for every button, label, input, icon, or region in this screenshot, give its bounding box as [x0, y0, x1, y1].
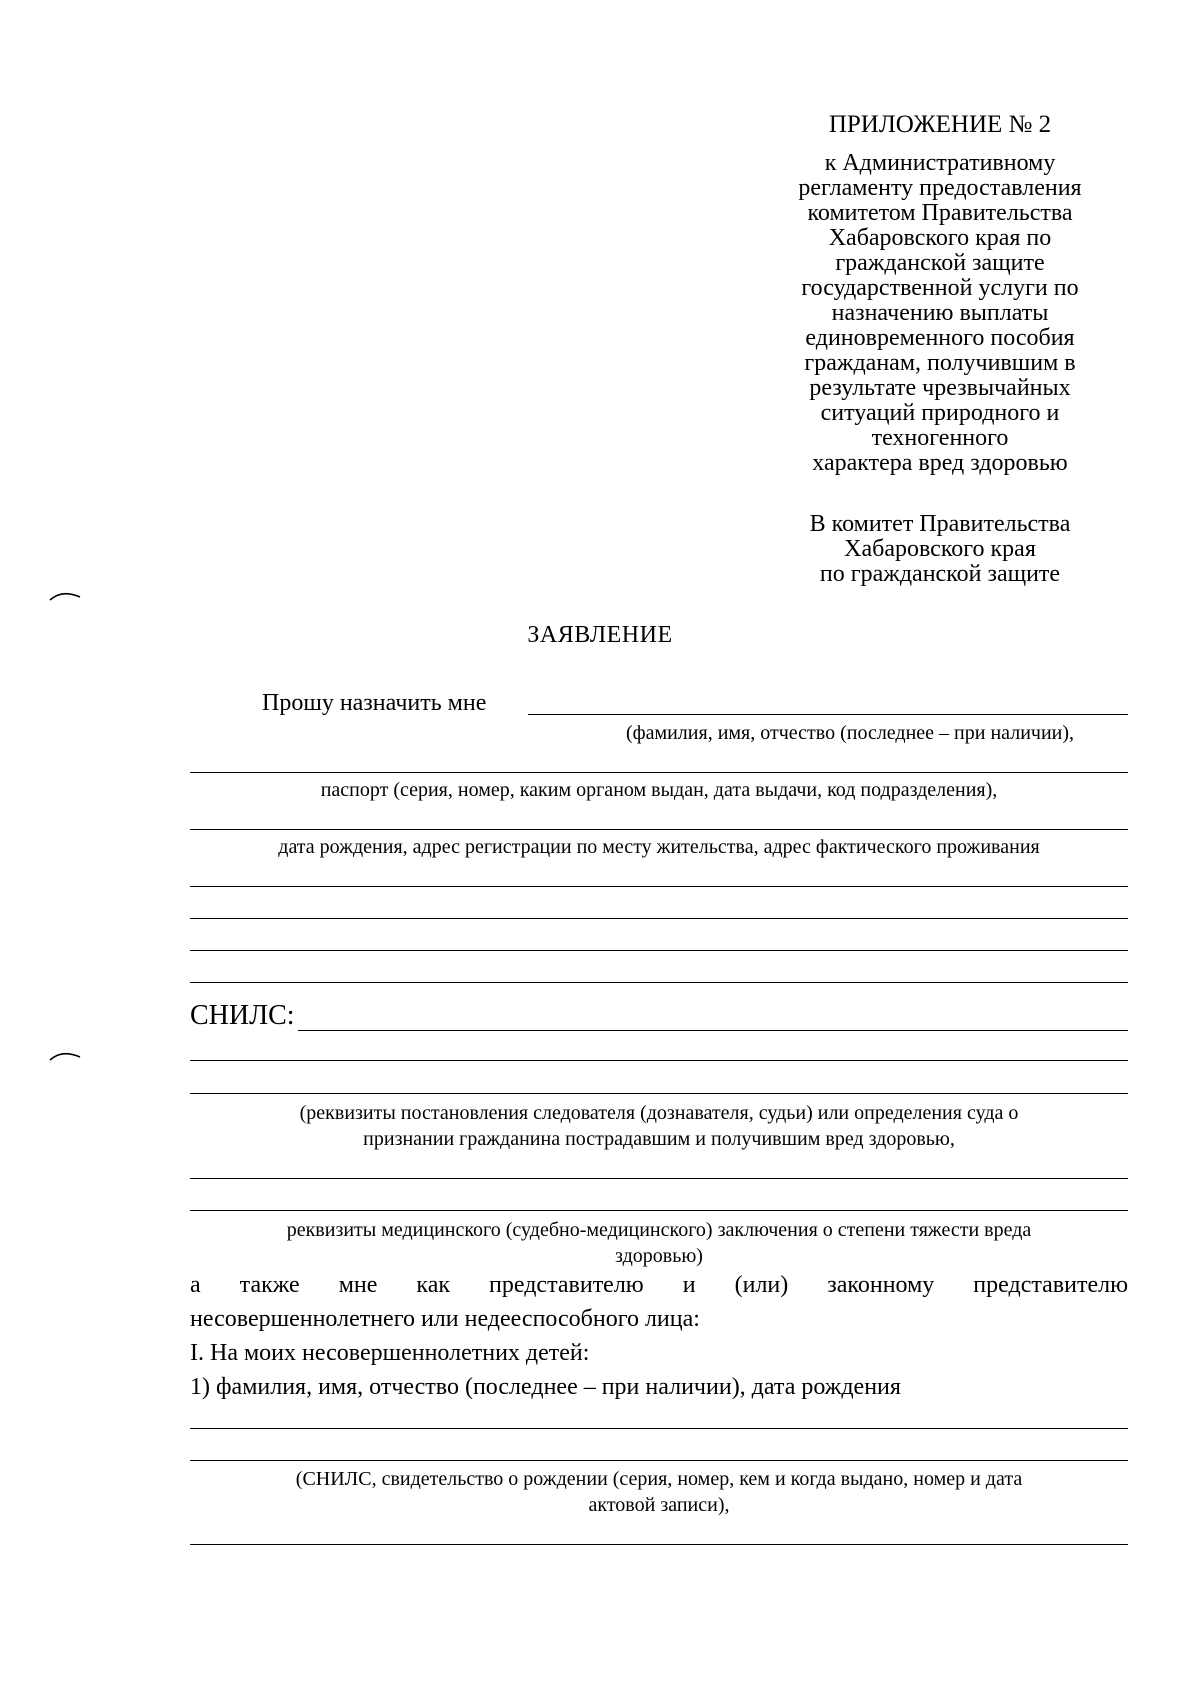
- child-item-1: 1) фамилия, имя, отчество (последнее – при наличии), дата рождения: [190, 1374, 901, 1400]
- caption-fio: (фамилия, имя, отчество (последнее – при наличии),: [625, 722, 1075, 744]
- appendix-title: ПРИЛОЖЕНИЕ № 2: [828, 111, 1052, 138]
- section-children-heading: I. На моих несовершеннолетних детей:: [190, 1340, 590, 1366]
- blank-input-line[interactable]: [190, 982, 1128, 983]
- caption-passport: паспорт (серия, номер, каким органом выдан, дата выдачи, код подразделения),: [320, 779, 998, 801]
- appendix-line: ситуаций природного и: [820, 400, 1060, 426]
- appendix-line: гражданам, получившим в: [804, 350, 1076, 376]
- representative-text: а также мне как представителю и (или) законному представителю: [190, 1272, 1128, 1298]
- blank-input-line[interactable]: [190, 886, 1128, 887]
- caption-medical: здоровью): [615, 1245, 703, 1267]
- document-title: ЗАЯВЛЕНИЕ: [527, 622, 673, 648]
- snils-input-line[interactable]: [298, 1030, 1128, 1031]
- appendix-line: к Административному: [824, 150, 1056, 176]
- blank-input-line[interactable]: [190, 950, 1128, 951]
- blank-input-line[interactable]: [190, 1178, 1128, 1179]
- binder-mark-icon: [48, 588, 82, 602]
- appendix-line: назначению выплаты: [831, 300, 1049, 326]
- appendix-block: [720, 112, 1160, 476]
- blank-input-line[interactable]: [190, 918, 1128, 919]
- caption-birth-address: дата рождения, адрес регистрации по месту жительства, адрес фактического проживания: [278, 836, 1040, 858]
- appendix-line: государственной услуги по: [801, 275, 1079, 301]
- representative-text: несовершеннолетнего или недееспособного лица:: [190, 1306, 700, 1332]
- appendix-line: результате чрезвычайных: [809, 375, 1071, 401]
- appendix-line: Хабаровского края по: [828, 225, 1052, 251]
- caption-child-docs: (СНИЛС, свидетельство о рождении (серия, номер, кем и когда выдано, номер и дата: [295, 1468, 1023, 1490]
- passport-input-line[interactable]: [190, 772, 1128, 773]
- appendix-line: единовременного пособия: [805, 325, 1075, 351]
- caption-resolution: признании гражданина пострадавшим и получившим вред здоровью,: [363, 1128, 955, 1150]
- appendix-line: комитетом Правительства: [807, 200, 1073, 226]
- appendix-line: техногенного: [871, 425, 1009, 451]
- caption-resolution: (реквизиты постановления следователя (дознавателя, судьи) или определения суда о: [299, 1102, 1019, 1124]
- addressee-line: по гражданской защите: [819, 561, 1061, 587]
- appendix-line: регламенту предоставления: [798, 175, 1082, 201]
- appendix-line: гражданской защите: [835, 250, 1045, 276]
- caption-medical: реквизиты медицинского (судебно-медицинского) заключения о степени тяжести вреда: [286, 1219, 1032, 1241]
- binder-mark-icon: [48, 1048, 82, 1062]
- addressee-line: Хабаровского края: [844, 536, 1036, 562]
- birth-address-input-line[interactable]: [190, 829, 1128, 830]
- addressee-block: [720, 512, 1160, 587]
- fio-input-line[interactable]: [528, 714, 1128, 715]
- appendix-line: характера вред здоровью: [812, 450, 1068, 476]
- medical-input-line[interactable]: [190, 1210, 1128, 1211]
- addressee-line: В комитет Правительства: [809, 511, 1071, 537]
- request-label: Прошу назначить мне: [262, 690, 487, 716]
- caption-child-docs: актовой записи),: [588, 1494, 730, 1516]
- blank-input-line[interactable]: [190, 1428, 1128, 1429]
- resolution-input-line[interactable]: [190, 1093, 1128, 1094]
- blank-input-line[interactable]: [190, 1060, 1128, 1061]
- snils-label: СНИЛС:: [190, 1000, 295, 1031]
- child-docs-input-line[interactable]: [190, 1460, 1128, 1461]
- blank-input-line[interactable]: [190, 1544, 1128, 1545]
